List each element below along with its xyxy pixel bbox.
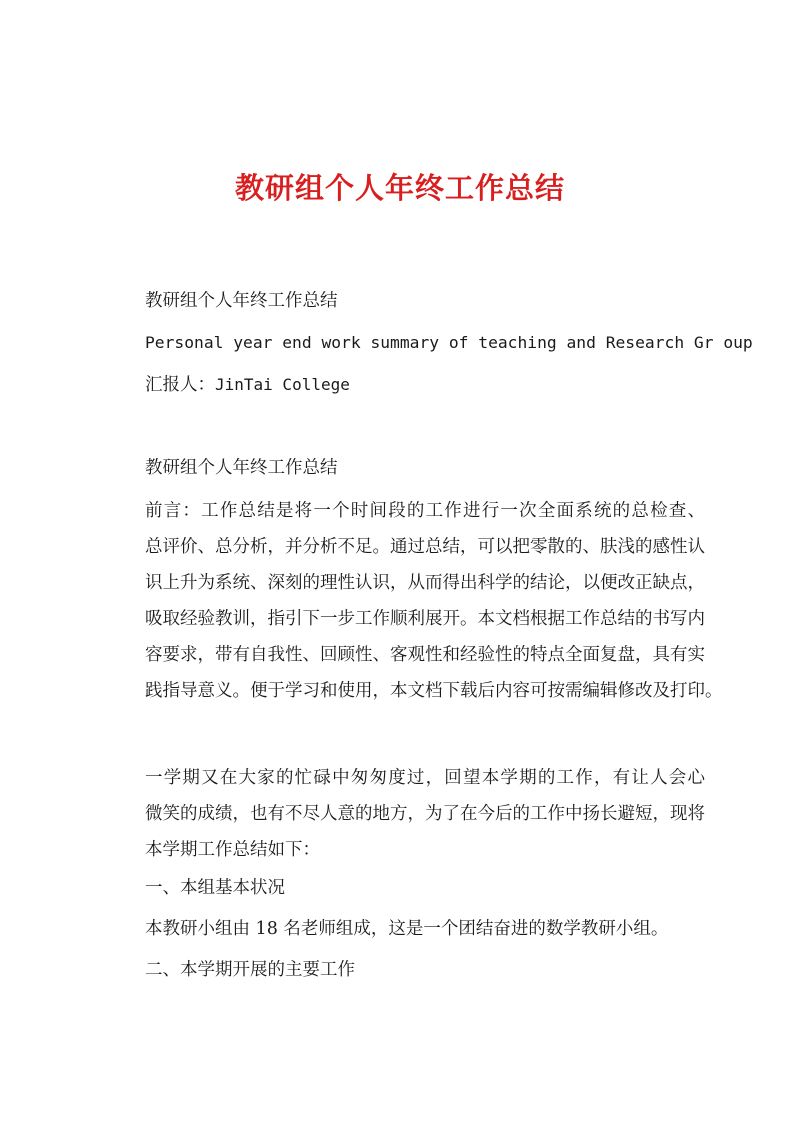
section-title: 教研组个人年终工作总结 bbox=[145, 458, 338, 478]
preface-paragraph bbox=[145, 493, 723, 709]
body-basic-status: 本教研小组由 18 名老师组成，这是一个团结奋进的数学教研小组。 bbox=[145, 919, 669, 939]
header-title-en: Personal year end work summary of teaching and Research Gr oup bbox=[145, 333, 753, 352]
preface-line: 识上升为系统、深刻的理性认识，从而得出科学的结论，以便改正缺点， bbox=[145, 573, 705, 593]
preface-line: 总评价、总分析，并分析不足。通过总结，可以把零散的、肤浅的感性认 bbox=[145, 537, 705, 557]
intro-line: 一学期又在大家的忙碌中匆匆度过，回望本学期的工作，有让人会心 bbox=[145, 768, 705, 788]
intro-line: 微笑的成绩，也有不尽人意的地方，为了在今后的工作中扬长避短，现将 bbox=[145, 804, 705, 824]
heading-basic-status: 一、本组基本状况 bbox=[145, 878, 285, 898]
intro-line: 本学期工作总结如下： bbox=[145, 840, 320, 860]
reporter-label: 汇报人： bbox=[145, 375, 215, 395]
reporter-line bbox=[145, 372, 350, 398]
document-title: 教研组个人年终工作总结 bbox=[234, 171, 565, 205]
preface-line: 吸取经验教训，指引下一步工作顺利展开。本文档根据工作总结的书写内 bbox=[145, 609, 705, 629]
header-title-cn: 教研组个人年终工作总结 bbox=[145, 291, 338, 311]
intro-paragraph bbox=[145, 760, 705, 868]
preface-line: 前言：工作总结是将一个时间段的工作进行一次全面系统的总检查、 bbox=[145, 501, 705, 521]
heading-main-work: 二、本学期开展的主要工作 bbox=[145, 960, 355, 980]
reporter-name: JinTai College bbox=[215, 375, 350, 394]
preface-line: 容要求，带有自我性、回顾性、客观性和经验性的特点全面复盘，具有实 bbox=[145, 645, 705, 665]
preface-line: 践指导意义。便于学习和使用，本文档下载后内容可按需编辑修改及打印。 bbox=[145, 681, 723, 701]
